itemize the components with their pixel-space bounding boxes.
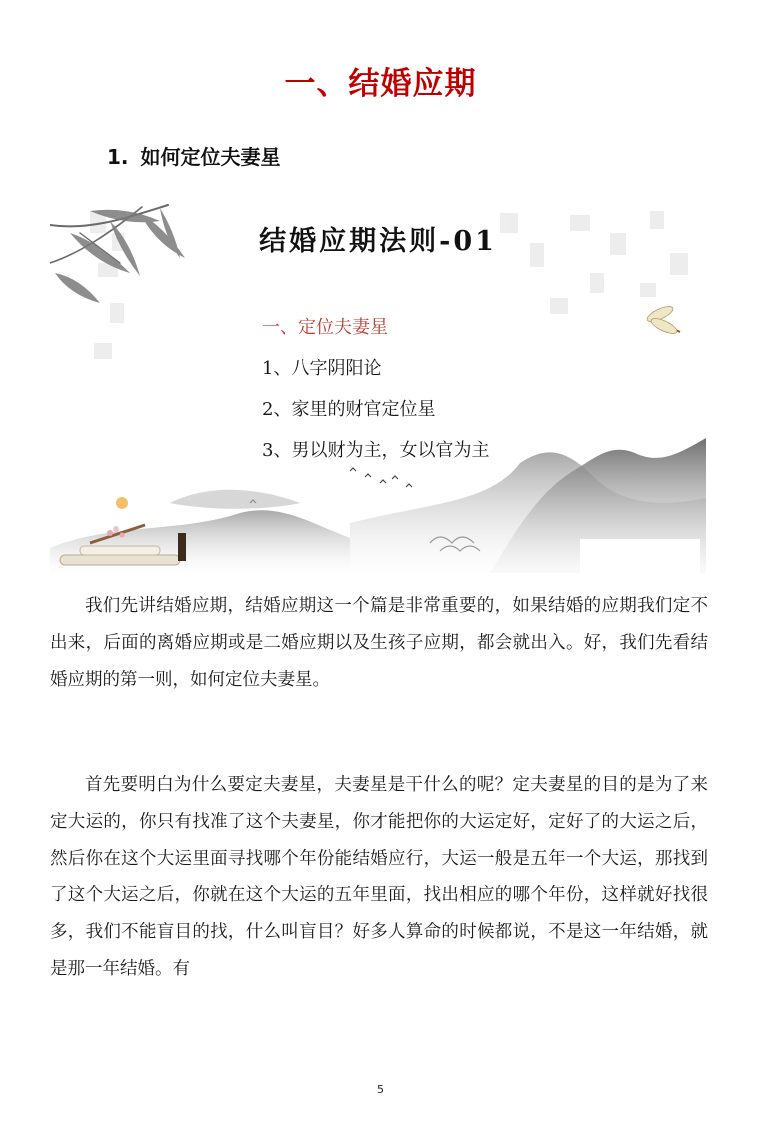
section-label: 如何定位夫妻星 — [140, 145, 281, 169]
slide-image — [50, 203, 706, 573]
slide-list-item: 1、八字阴阳论 — [262, 358, 382, 379]
section-number: 1. — [107, 145, 129, 169]
watermark-cover — [580, 539, 700, 573]
page-title: 一、结婚应期 — [284, 66, 477, 102]
slide-list-heading: 一、定位夫妻星 — [262, 317, 388, 338]
sun-icon — [116, 497, 128, 509]
slide-title: 结婚应期法则-01 — [259, 226, 497, 257]
dragonfly-icon — [645, 304, 680, 337]
page-number: 5 — [377, 1083, 384, 1096]
slide-list-item: 2、家里的财官定位星 — [262, 399, 436, 420]
slide-list-item: 3、男以财为主，女以官为主 — [262, 440, 490, 461]
body-paragraph: 我们先讲结婚应期，结婚应期这一个篇是非常重要的，如果结婚的应期我们定不出来，后面的离婚应期或是二婚应期以及生孩子应期，都会就出入。好，我们先看结婚应期的第一则，如何定位夫妻星。 — [50, 596, 708, 690]
slide-list — [262, 313, 489, 477]
body-paragraph: 首先要明白为什么要定夫妻星，夫妻星是干什么的呢？定夫妻星的目的是为了来定大运的，你只有找准了这个夫妻星，你才能把你的大运定好，定好了的大运之后，然后你在这个大运里面寻找哪个年份能结婚应行，大运一般是五年一个大运，那找到了这个大运之后，你就在这个大运的五年里面，找出相应的哪个年份，这样就好找很多，我们不能盲目的找，什么叫盲目？好多人算命的时候都说，不是这一年结婚，就是那一年结婚。有 — [50, 775, 708, 979]
section-heading — [107, 141, 281, 170]
